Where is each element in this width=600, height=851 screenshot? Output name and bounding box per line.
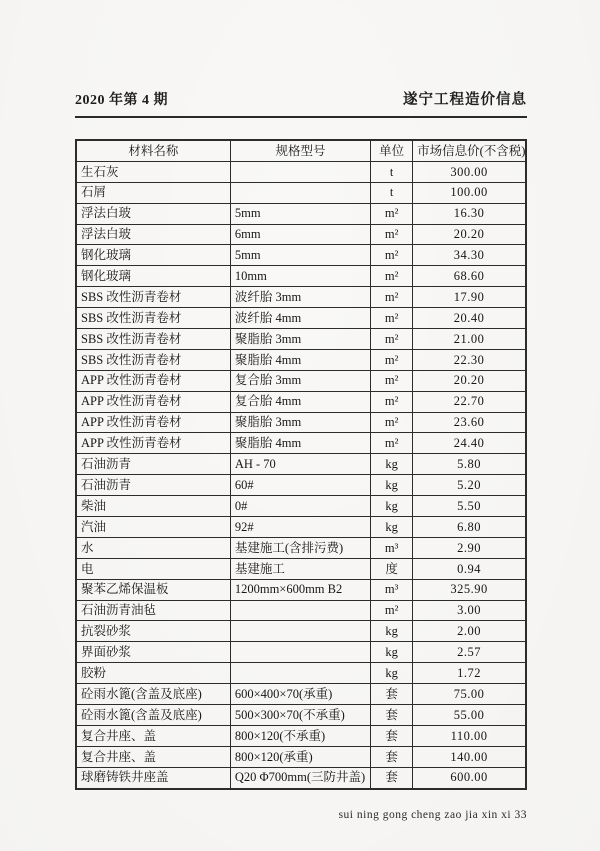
table-header-row bbox=[76, 140, 526, 161]
issue-label: 2020 年第 4 期 bbox=[75, 93, 168, 108]
cell-material: 电 bbox=[76, 558, 230, 579]
cell-unit: kg bbox=[371, 642, 413, 663]
cell-unit: m³ bbox=[371, 579, 413, 600]
cell-material: 砼雨水篦(含盖及底座) bbox=[76, 684, 230, 705]
cell-unit: m² bbox=[371, 370, 413, 391]
cell-price: 5.80 bbox=[413, 454, 526, 475]
table-row bbox=[76, 517, 526, 538]
column-header-unit: 单位 bbox=[371, 140, 413, 161]
table-row bbox=[76, 412, 526, 433]
cell-unit: kg bbox=[371, 663, 413, 684]
cell-price: 22.70 bbox=[413, 391, 526, 412]
cell-material: 聚苯乙烯保温板 bbox=[76, 579, 230, 600]
table-row bbox=[76, 496, 526, 517]
table-row bbox=[76, 725, 526, 746]
cell-spec: AH - 70 bbox=[230, 454, 370, 475]
table-row bbox=[76, 182, 526, 203]
cell-material: 球磨铸铁井座盖 bbox=[76, 767, 230, 788]
cell-price: 5.50 bbox=[413, 496, 526, 517]
cell-price: 300.00 bbox=[413, 161, 526, 182]
cell-material: 胶粉 bbox=[76, 663, 230, 684]
cell-unit: 套 bbox=[371, 705, 413, 726]
cell-price: 2.57 bbox=[413, 642, 526, 663]
column-header-material: 材料名称 bbox=[76, 140, 230, 161]
cell-price: 22.30 bbox=[413, 349, 526, 370]
cell-price: 75.00 bbox=[413, 684, 526, 705]
cell-material: APP 改性沥青卷材 bbox=[76, 412, 230, 433]
cell-spec bbox=[230, 182, 370, 203]
table-row bbox=[76, 287, 526, 308]
cell-spec: 聚脂胎 3mm bbox=[230, 329, 370, 350]
cell-material: APP 改性沥青卷材 bbox=[76, 391, 230, 412]
table-row bbox=[76, 621, 526, 642]
cell-unit: m² bbox=[371, 329, 413, 350]
table-row bbox=[76, 370, 526, 391]
cell-spec bbox=[230, 621, 370, 642]
cell-price: 110.00 bbox=[413, 725, 526, 746]
cell-material: 浮法白玻 bbox=[76, 203, 230, 224]
cell-unit: 度 bbox=[371, 558, 413, 579]
cell-material: APP 改性沥青卷材 bbox=[76, 370, 230, 391]
cell-material: 生石灰 bbox=[76, 161, 230, 182]
cell-price: 140.00 bbox=[413, 746, 526, 767]
table-row bbox=[76, 203, 526, 224]
table-row bbox=[76, 684, 526, 705]
cell-price: 0.94 bbox=[413, 558, 526, 579]
table-row bbox=[76, 558, 526, 579]
cell-material: APP 改性沥青卷材 bbox=[76, 433, 230, 454]
table-row bbox=[76, 579, 526, 600]
cell-spec: 6mm bbox=[230, 224, 370, 245]
table-row bbox=[76, 642, 526, 663]
cell-price: 6.80 bbox=[413, 517, 526, 538]
cell-unit: m² bbox=[371, 266, 413, 287]
cell-material: 石油沥青 bbox=[76, 454, 230, 475]
cell-spec: 基建施工 bbox=[230, 558, 370, 579]
cell-unit: kg bbox=[371, 517, 413, 538]
cell-unit: m² bbox=[371, 391, 413, 412]
cell-price: 20.40 bbox=[413, 308, 526, 329]
page-header bbox=[75, 88, 527, 118]
cell-spec: 复合胎 4mm bbox=[230, 391, 370, 412]
table-row bbox=[76, 224, 526, 245]
cell-spec: 波纤胎 4mm bbox=[230, 308, 370, 329]
cell-price: 16.30 bbox=[413, 203, 526, 224]
cell-material: 浮法白玻 bbox=[76, 224, 230, 245]
cell-unit: m² bbox=[371, 349, 413, 370]
cell-spec: 5mm bbox=[230, 203, 370, 224]
table-row bbox=[76, 266, 526, 287]
cell-material: SBS 改性沥青卷材 bbox=[76, 308, 230, 329]
cell-price: 100.00 bbox=[413, 182, 526, 203]
cell-spec bbox=[230, 642, 370, 663]
cell-unit: kg bbox=[371, 496, 413, 517]
cell-spec: 600×400×70(承重) bbox=[230, 684, 370, 705]
cell-unit: 套 bbox=[371, 767, 413, 788]
publication-title: 遂宁工程造价信息 bbox=[403, 92, 527, 108]
table-row bbox=[76, 349, 526, 370]
cell-spec: 92# bbox=[230, 517, 370, 538]
cell-spec: 800×120(承重) bbox=[230, 746, 370, 767]
cell-spec: 800×120(不承重) bbox=[230, 725, 370, 746]
cell-material: 界面砂浆 bbox=[76, 642, 230, 663]
cell-spec bbox=[230, 663, 370, 684]
cell-material: 水 bbox=[76, 537, 230, 558]
cell-spec: 复合胎 3mm bbox=[230, 370, 370, 391]
cell-spec bbox=[230, 600, 370, 621]
cell-unit: m² bbox=[371, 308, 413, 329]
cell-price: 3.00 bbox=[413, 600, 526, 621]
cell-unit: m² bbox=[371, 600, 413, 621]
cell-price: 23.60 bbox=[413, 412, 526, 433]
cell-spec: 聚脂胎 4mm bbox=[230, 433, 370, 454]
cell-price: 325.90 bbox=[413, 579, 526, 600]
cell-material: 石油沥青油毡 bbox=[76, 600, 230, 621]
cell-material: 柴油 bbox=[76, 496, 230, 517]
cell-unit: m² bbox=[371, 245, 413, 266]
cell-material: 钢化玻璃 bbox=[76, 266, 230, 287]
cell-price: 600.00 bbox=[413, 767, 526, 788]
cell-unit: t bbox=[371, 161, 413, 182]
cell-material: 石屑 bbox=[76, 182, 230, 203]
table-row bbox=[76, 705, 526, 726]
column-header-price: 市场信息价(不含税) bbox=[413, 140, 526, 161]
cell-spec: 60# bbox=[230, 475, 370, 496]
cell-unit: m² bbox=[371, 412, 413, 433]
price-table-body bbox=[76, 161, 526, 788]
table-row bbox=[76, 746, 526, 767]
cell-unit: m² bbox=[371, 224, 413, 245]
cell-material: SBS 改性沥青卷材 bbox=[76, 287, 230, 308]
page-footer: sui ning gong cheng zao jia xin xi 33 bbox=[338, 808, 527, 821]
table-row bbox=[76, 454, 526, 475]
cell-unit: kg bbox=[371, 475, 413, 496]
cell-material: SBS 改性沥青卷材 bbox=[76, 329, 230, 350]
cell-price: 17.90 bbox=[413, 287, 526, 308]
cell-unit: m² bbox=[371, 433, 413, 454]
table-row bbox=[76, 537, 526, 558]
cell-unit: m² bbox=[371, 287, 413, 308]
table-row bbox=[76, 600, 526, 621]
cell-spec: 基建施工(含排污费) bbox=[230, 537, 370, 558]
cell-price: 34.30 bbox=[413, 245, 526, 266]
cell-material: 汽油 bbox=[76, 517, 230, 538]
cell-unit: kg bbox=[371, 621, 413, 642]
cell-unit: 套 bbox=[371, 746, 413, 767]
material-price-table bbox=[75, 139, 527, 790]
table-row bbox=[76, 475, 526, 496]
table-row bbox=[76, 663, 526, 684]
cell-spec: 聚脂胎 3mm bbox=[230, 412, 370, 433]
cell-price: 2.90 bbox=[413, 537, 526, 558]
cell-material: 抗裂砂浆 bbox=[76, 621, 230, 642]
table-header bbox=[76, 140, 526, 161]
cell-unit: 套 bbox=[371, 684, 413, 705]
table-row bbox=[76, 433, 526, 454]
cell-material: 复合井座、盖 bbox=[76, 746, 230, 767]
cell-spec: 波纤胎 3mm bbox=[230, 287, 370, 308]
cell-price: 2.00 bbox=[413, 621, 526, 642]
table-row bbox=[76, 767, 526, 788]
cell-material: 钢化玻璃 bbox=[76, 245, 230, 266]
table-row bbox=[76, 308, 526, 329]
cell-unit: m² bbox=[371, 203, 413, 224]
cell-material: 复合井座、盖 bbox=[76, 725, 230, 746]
cell-price: 24.40 bbox=[413, 433, 526, 454]
cell-unit: m³ bbox=[371, 537, 413, 558]
table-row bbox=[76, 329, 526, 350]
cell-spec: Q20 Φ700mm(三防井盖) bbox=[230, 767, 370, 788]
table-row bbox=[76, 161, 526, 182]
cell-unit: kg bbox=[371, 454, 413, 475]
table-row bbox=[76, 391, 526, 412]
cell-material: 砼雨水篦(含盖及底座) bbox=[76, 705, 230, 726]
cell-price: 20.20 bbox=[413, 370, 526, 391]
column-header-spec: 规格型号 bbox=[230, 140, 370, 161]
cell-spec: 1200mm×600mm B2 bbox=[230, 579, 370, 600]
cell-price: 1.72 bbox=[413, 663, 526, 684]
cell-spec bbox=[230, 161, 370, 182]
cell-price: 55.00 bbox=[413, 705, 526, 726]
cell-price: 21.00 bbox=[413, 329, 526, 350]
cell-spec: 5mm bbox=[230, 245, 370, 266]
cell-price: 68.60 bbox=[413, 266, 526, 287]
cell-price: 20.20 bbox=[413, 224, 526, 245]
cell-spec: 500×300×70(不承重) bbox=[230, 705, 370, 726]
cell-spec: 聚脂胎 4mm bbox=[230, 349, 370, 370]
table-row bbox=[76, 245, 526, 266]
cell-material: 石油沥青 bbox=[76, 475, 230, 496]
cell-price: 5.20 bbox=[413, 475, 526, 496]
cell-material: SBS 改性沥青卷材 bbox=[76, 349, 230, 370]
cell-unit: 套 bbox=[371, 725, 413, 746]
cell-spec: 0# bbox=[230, 496, 370, 517]
cell-spec: 10mm bbox=[230, 266, 370, 287]
cell-unit: t bbox=[371, 182, 413, 203]
